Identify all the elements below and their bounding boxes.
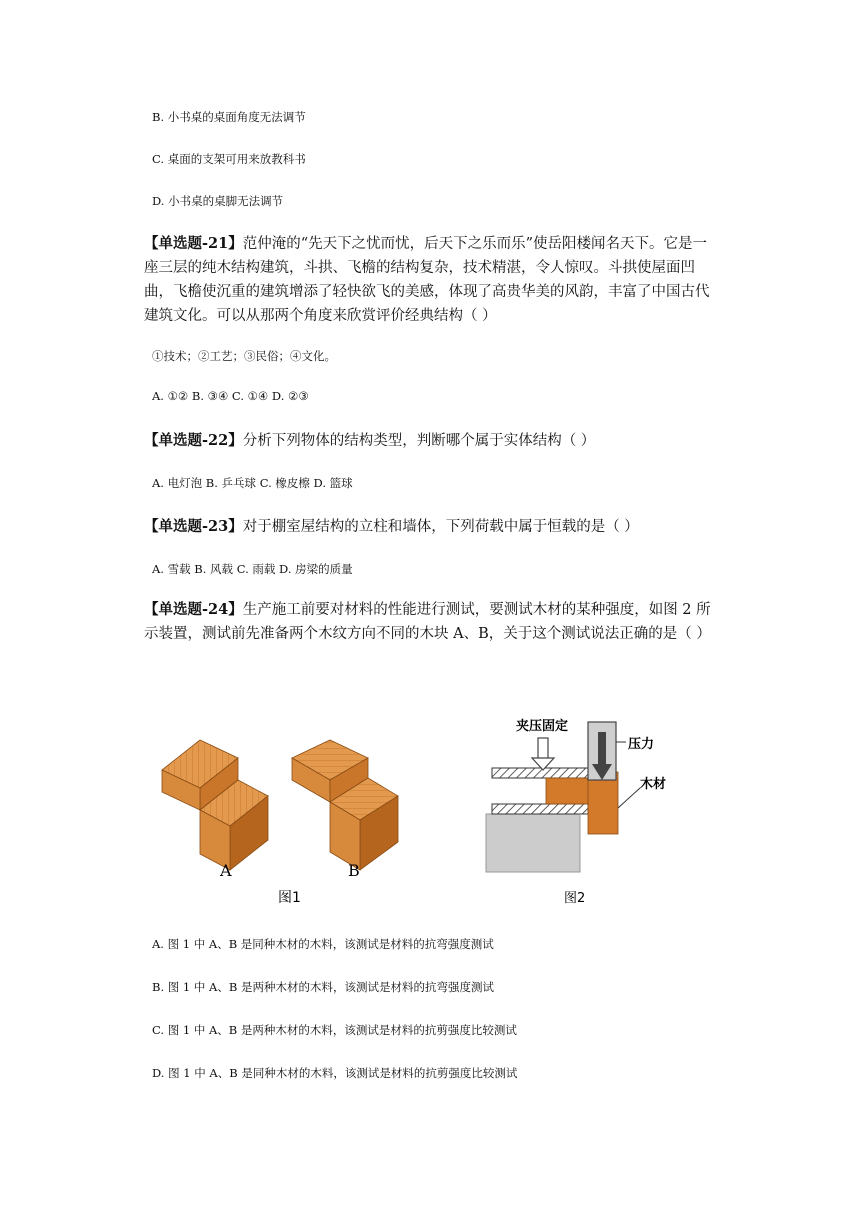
label-b: B xyxy=(348,861,360,880)
question-24-option-b: B. 图 1 中 A、B 是两种木材的木料，该测试是材料的抗弯强度测试 xyxy=(152,980,494,994)
question-stem: 生产施工前要对材料的性能进行测试，要测试木材的某种强度，如图 2 所示装置，测试前先准备两个木纹方向不同的木块 A、B，关于这个测试说法正确的是（ ） xyxy=(144,602,711,642)
question-22 xyxy=(144,429,714,453)
label-a: A xyxy=(220,861,232,880)
question-tag: 【单选题-24】 xyxy=(144,601,243,618)
base-block xyxy=(486,814,580,872)
question-tag: 【单选题-23】 xyxy=(144,518,243,535)
force-label: 压力 xyxy=(628,737,655,752)
figure-1-caption: 图1 xyxy=(278,890,301,906)
question-tag: 【单选题-22】 xyxy=(144,432,243,449)
question-24 xyxy=(144,598,714,646)
figure-1 xyxy=(150,730,420,910)
question-21 xyxy=(144,232,714,328)
force-arrow-icon xyxy=(598,732,606,766)
question-stem: 分析下列物体的结构类型，判断哪个属于实体结构（ ） xyxy=(242,433,596,449)
block-b xyxy=(292,740,398,870)
question-22-options: A. 电灯泡 B. 乒乓球 C. 橡皮檫 D. 篮球 xyxy=(152,476,353,490)
upper-clamp-plate xyxy=(492,768,588,778)
question-21-options: A. ①② B. ③④ C. ①④ D. ②③ xyxy=(152,389,309,403)
question-23 xyxy=(144,515,714,539)
question-tag: 【单选题-21】 xyxy=(144,235,243,252)
question-24-option-a: A. 图 1 中 A、B 是同种木材的木料，该测试是材料的抗弯强度测试 xyxy=(152,937,494,951)
question-24-option-d: D. 图 1 中 A、B 是同种木材的木料，该测试是材料的抗剪强度比较测试 xyxy=(152,1066,518,1080)
option-b: B. 小书桌的桌面角度无法调节 xyxy=(152,110,306,124)
block-a xyxy=(162,740,268,870)
option-c: C. 桌面的支架可用来放教科书 xyxy=(152,152,306,166)
question-stem: 范仲淹的“先天下之忧而忧，后天下之乐而乐”使岳阳楼闻名天下。它是一座三层的纯木结构建筑，斗拱、飞檐的结构复杂，技术精湛，令人惊叹。斗拱使屋面凹曲，飞檐使沉重的建筑增添了轻快欲飞的美感，体现了高贵华美的风韵，丰富了中国古代建筑文化。可以从那两个角度来欣赏评价经典结构（ ） xyxy=(144,236,710,324)
question-24-option-c: C. 图 1 中 A、B 是两种木材的木料，该测试是材料的抗剪强度比较测试 xyxy=(152,1023,517,1037)
figure-2-caption: 图2 xyxy=(564,891,586,906)
question-stem: 对于棚室屋结构的立柱和墙体，下列荷载中属于恒载的是（ ） xyxy=(242,519,639,535)
clamp-label: 夹压固定 xyxy=(516,719,569,734)
question-21-choices: ①技术；②工艺；③民俗；④文化。 xyxy=(152,349,336,363)
clamp-arrow-icon xyxy=(538,738,548,760)
lower-clamp-plate xyxy=(492,804,588,814)
question-23-options: A. 雪载 B. 风载 C. 雨载 D. 房梁的质量 xyxy=(152,562,353,576)
shear-test-apparatus xyxy=(480,712,700,908)
option-d: D. 小书桌的桌脚无法调节 xyxy=(152,194,284,208)
figure-2 xyxy=(480,712,700,908)
wood-blocks-illustration xyxy=(150,730,420,910)
wood-label: 木材 xyxy=(640,777,667,792)
